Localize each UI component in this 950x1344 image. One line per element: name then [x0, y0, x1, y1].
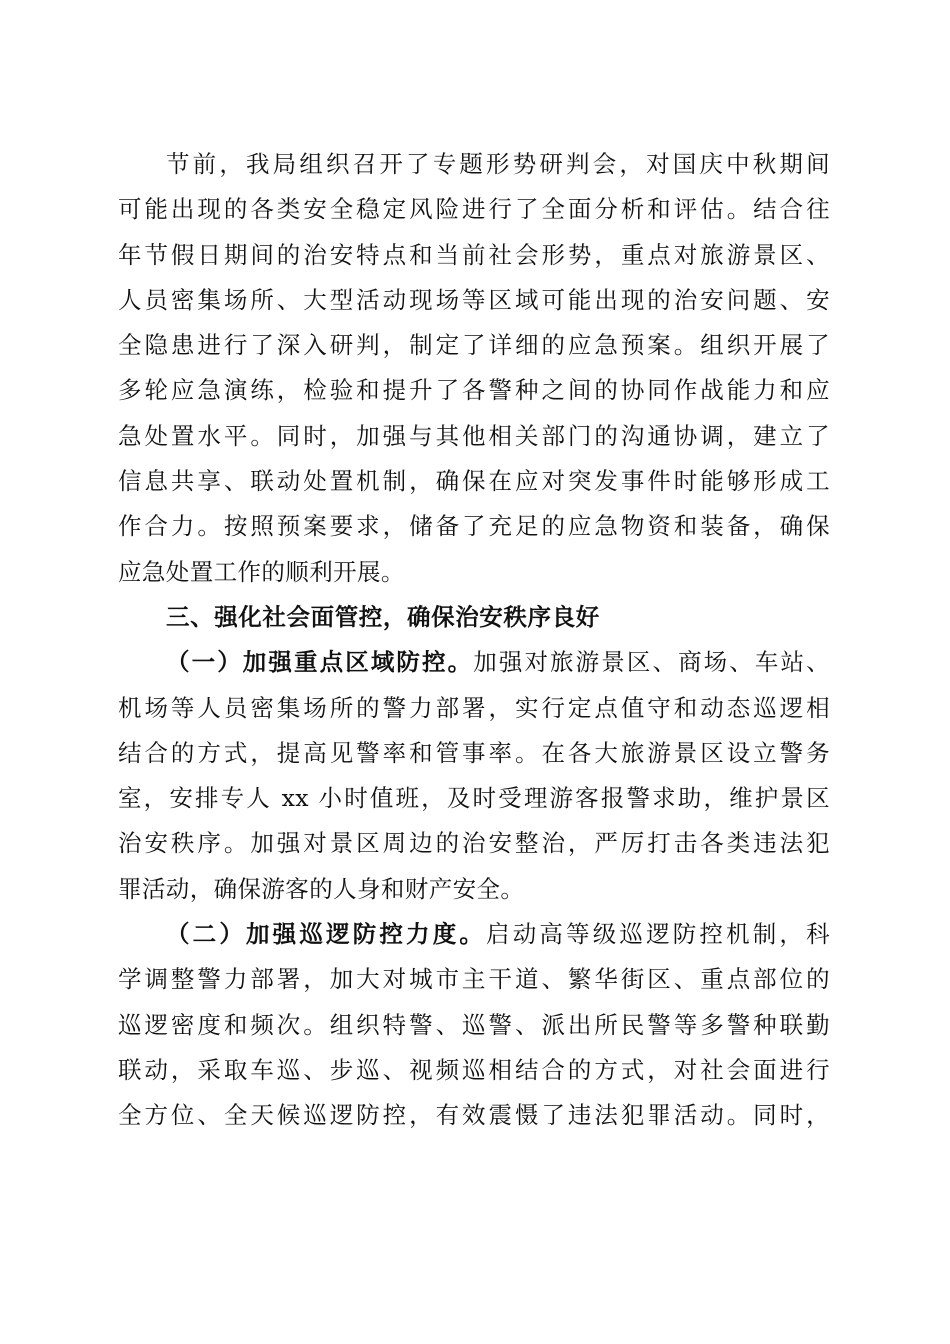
paragraph-line: 室，安排专人 xx 小时值班，及时受理游客报警求助，维护景区 [118, 784, 830, 813]
subsection-title: （一）加强重点区域防控。 [166, 648, 474, 677]
subsection-first-line-text: 加强对旅游景区、商场、车站、 [473, 648, 830, 677]
subsection-first-line [118, 912, 830, 957]
paragraph-line: 治安秩序。加强对景区周边的治安整治，严厉打击各类违法犯 [118, 829, 830, 858]
paragraph-line: 年节假日期间的治安特点和当前社会形势，重点对旅游景区、 [118, 240, 830, 269]
paragraph-line: 全方位、全天候巡逻防控，有效震慑了违法犯罪活动。同时， [118, 1101, 830, 1130]
paragraph-line: 罪活动，确保游客的人身和财产安全。 [118, 874, 525, 903]
section-heading: 三、强化社会面管控，确保治安秩序良好 [166, 602, 600, 631]
paragraph-line: 多轮应急演练，检验和提升了各警种之间的协同作战能力和应 [118, 376, 830, 405]
document-body [118, 142, 830, 1139]
paragraph-line: 急处置水平。同时，加强与其他相关部门的沟通协调，建立了 [118, 421, 830, 450]
paragraph-line: 联动，采取车巡、步巡、视频巡相结合的方式，对社会面进行 [118, 1055, 830, 1084]
paragraph-line: 全隐患进行了深入研判，制定了详细的应急预案。组织开展了 [118, 331, 830, 360]
paragraph-line: 巡逻密度和频次。组织特警、巡警、派出所民警等多警种联勤 [118, 1010, 830, 1039]
subsection-title: （二）加强巡逻防控力度。 [166, 920, 487, 949]
paragraph-line: 人员密集场所、大型活动现场等区域可能出现的治安问题、安 [118, 285, 830, 314]
paragraph-line: 学调整警力部署，加大对城市主干道、繁华街区、重点部位的 [118, 965, 830, 994]
paragraph-line: 应急处置工作的顺利开展。 [118, 557, 405, 586]
paragraph-line: 可能出现的各类安全稳定风险进行了全面分析和评估。结合往 [118, 195, 830, 224]
paragraph-line: 机场等人员密集场所的警力部署，实行定点值守和动态巡逻相 [118, 693, 830, 722]
paragraph-line: 结合的方式，提高见警率和管事率。在各大旅游景区设立警务 [118, 738, 830, 767]
paragraph-line: 作合力。按照预案要求，储备了充足的应急物资和装备，确保 [118, 512, 830, 541]
subsection-first-line [118, 640, 830, 685]
paragraph-line: 信息共享、联动处置机制，确保在应对突发事件时能够形成工 [118, 467, 830, 496]
subsection-first-line-text: 启动高等级巡逻防控机制，科 [486, 920, 830, 949]
paragraph-line: 节前，我局组织召开了专题形势研判会，对国庆中秋期间 [166, 150, 830, 178]
